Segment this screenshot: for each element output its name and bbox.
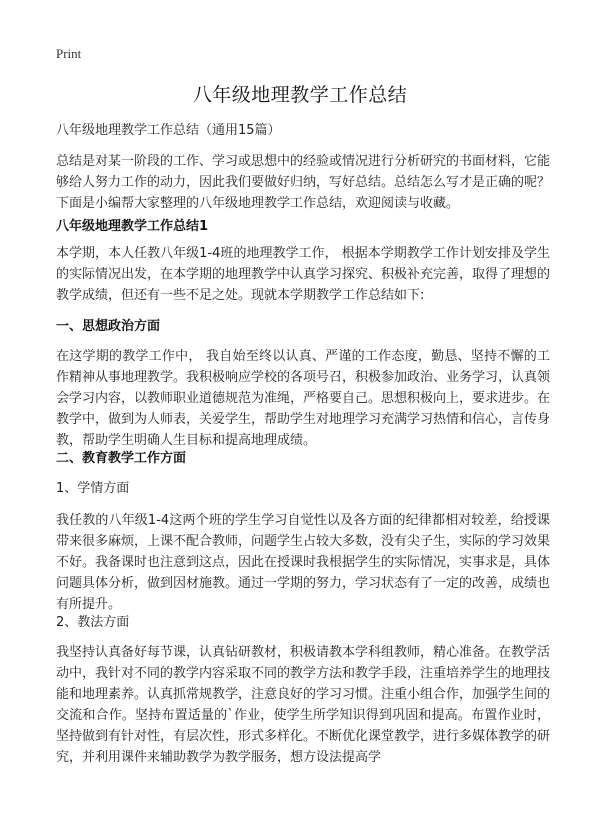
subsection-title-method: 2、教法方面	[56, 615, 130, 630]
method-paragraph: 我坚持认真备好每节课，认真钻研教材，积极请教本学科组教师，精心准备。在教学活动中，我针对不同的教学内容采取不同的教学方法和教学手段，注重培养学生的地理技能和地理素养。认真抓常规教学，注意良好的学习习惯。注重小组合作，加强学生间的交流和合作。坚持布置适量的`作业，使学生所学知识得到巩固和提高。布置作业时，坚持做到有针对性，有层次性，形式多样化。不断优化课堂教学，进行多媒体教学的研究，并利用课件来辅助教学为教学服务，想方设法提高学	[56, 645, 551, 765]
heading-teaching: 二、教育教学工作方面	[56, 451, 187, 466]
learning-paragraph: 我任教的八年级1-4这两个班的学生学习自觉性以及各方面的纪律都相对较差，给授课带来很多麻烦，上课不配合教师，问题学生占较大多数，没有尖子生，实际的学习效果不好。我备课时也注意到这点，因此在授课时我根据学生的实际情况，实事求是，具体问题具体分析，做到因材施教。通过一学期的努力，学习状态有了一定的改善，成绩也有所提升。	[56, 513, 551, 612]
print-label[interactable]: Print	[56, 46, 82, 61]
intro-paragraph: 总结是对某一阶段的工作、学习或思想中的经验或情况进行分析研究的书面材料，它能够给人努力工作的动力，因此我们要做好归纳，写好总结。总结怎么写才是正确的呢？下面是小编帮大家整理的八年级地理教学工作总结，欢迎阅读与收藏。	[56, 154, 551, 211]
heading-politics: 一、思想政治方面	[56, 319, 161, 334]
subsection-title-learning: 1、学情方面	[56, 481, 130, 496]
section-intro-paragraph: 本学期，本人任教八年级1-4班的地理教学工作， 根据本学期教学工作计划安排及学生的实际情况出发，在本学期的地理教学中认真学习探究、积极补充完善，取得了理想的教学成绩，但还有一些不足之处。现就本学期教学工作总结如下:	[56, 246, 551, 303]
document-subtitle: 八年级地理教学工作总结（通用15篇）	[56, 123, 281, 138]
section-title: 八年级地理教学工作总结1	[56, 219, 209, 234]
politics-paragraph: 在这学期的教学工作中， 我自始至终以认真、严谨的工作态度，勤恳、坚持不懈的工作精神从事地理教学。我积极响应学校的各项号召，积极参加政治、业务学习，认真领会学习内容，以教师职业道德规范为准绳，严格要自己。思想积极向上，要求进步。在教学中，做到为人师表，关爱学生，帮助学生对地理学习充满学习热情和信心，言传身教，帮助学生明确人生目标和提高地理成绩。	[56, 349, 551, 448]
page-title: 八年级地理教学工作总结	[192, 84, 408, 106]
